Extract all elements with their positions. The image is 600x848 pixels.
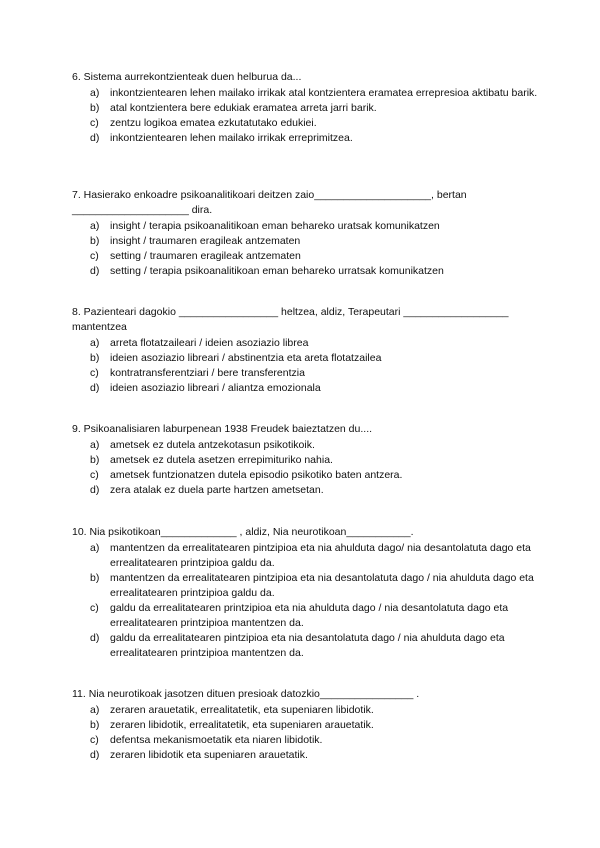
option-a: a) inkontzientearen lehen mailako irrikak atal kontzientera eramatea errepresioa aktibatu barik.	[90, 87, 538, 99]
option-d: d) ideien asoziazio libreari / aliantza emozionala	[90, 382, 321, 394]
answer-options	[72, 703, 542, 763]
option-b: b) ametsek ez dutela asetzen errepimituriko nahia.	[90, 454, 333, 466]
option-d: d) inkontzientearen lehen mailako irrikak erreprimitzea.	[90, 132, 353, 144]
option-a: a) ametsek ez dutela antzekotasun psikotikoik.	[90, 439, 315, 451]
answer-options	[72, 438, 542, 498]
option-c: c) ametsek funtzionatzen dutela episodio psikotiko baten antzera.	[90, 469, 403, 481]
question-stem: 8. Pazienteari dagokio _________________ heltzea, aldiz, Terapeutari __________________ mantentzea	[72, 306, 509, 333]
option-a: a) zeraren arauetatik, errealitatetik, eta supeniaren libidotik.	[90, 704, 374, 716]
option-b: b) ideien asoziazio libreari / abstinentzia eta areta flotatzailea	[90, 352, 382, 364]
option-c: c) galdu da errealitatearen printzipioa eta nia ahulduta dago / nia desantolatuta dago eta errealitatearen printzipioa mantentzen da.	[90, 602, 509, 629]
option-b: b) insight / traumaren eragileak antzematen	[90, 235, 301, 247]
question-stem: 7. Hasierako enkoadre psikoanalitikoari deitzen zaio____________________, bertan ____________________ dira.	[72, 189, 467, 216]
question-8	[72, 305, 542, 396]
option-b: b) atal kontzientera bere edukiak eramatea arreta jarri barik.	[90, 102, 377, 114]
question-6	[72, 70, 542, 146]
option-d: d) galdu da errealitatearen pintzipioa eta nia desantolatuta dago / nia ahulduta dago eta errealitatearen printzipioa mantentzen da.	[90, 632, 505, 659]
question-10	[72, 525, 542, 661]
question-7	[72, 188, 542, 279]
answer-options	[72, 541, 542, 661]
question-11	[72, 687, 542, 763]
option-a: a) insight / terapia psikoanalitikoan eman behareko uratsak komunikatzen	[90, 220, 440, 232]
option-a: a) arreta flotatzaileari / ideien asoziazio librea	[90, 337, 309, 349]
answer-options	[72, 86, 542, 146]
option-c: c) defentsa mekanismoetatik eta niaren libidotik.	[90, 734, 323, 746]
option-d: d) setting / terapia psikoanalitikoan eman behareko urratsak komunikatzen	[90, 265, 444, 277]
option-c: c) kontratransferentziari / bere transferentzia	[90, 367, 305, 379]
question-stem: 10. Nia psikotikoan_____________ , aldiz, Nia neurotikoan___________.	[72, 526, 414, 538]
answer-options	[72, 336, 542, 396]
option-d: d) zera atalak ez duela parte hartzen ametsetan.	[90, 484, 324, 496]
question-stem: 6. Sistema aurrekontzienteak duen helburua da...	[72, 71, 302, 83]
question-stem: 11. Nia neurotikoak jasotzen dituen presioak datozkio________________ .	[72, 688, 420, 700]
option-b: b) mantentzen da errealitatearen pintzipioa eta nia desantolatuta dago / nia ahulduta dago eta errealitatearen printzipioa galdu da.	[90, 572, 534, 599]
option-c: c) zentzu logikoa ematea ezkutatutako edukiei.	[90, 117, 317, 129]
option-b: b) zeraren libidotik, errealitatetik, eta supeniaren arauetatik.	[90, 719, 374, 731]
option-d: d) zeraren libidotik eta supeniaren arauetatik.	[90, 749, 308, 761]
answer-options	[72, 219, 542, 279]
question-9	[72, 422, 542, 498]
option-a: a) mantentzen da errealitatearen pintzipioa eta nia ahulduta dago/ nia desantolatuta dago eta errealitatearen printzipioa galdu da.	[90, 542, 531, 569]
question-stem: 9. Psikoanalisiaren laburpenean 1938 Freudek baieztatzen du....	[72, 423, 373, 435]
option-c: c) setting / traumaren eragileak antzematen	[90, 250, 301, 262]
